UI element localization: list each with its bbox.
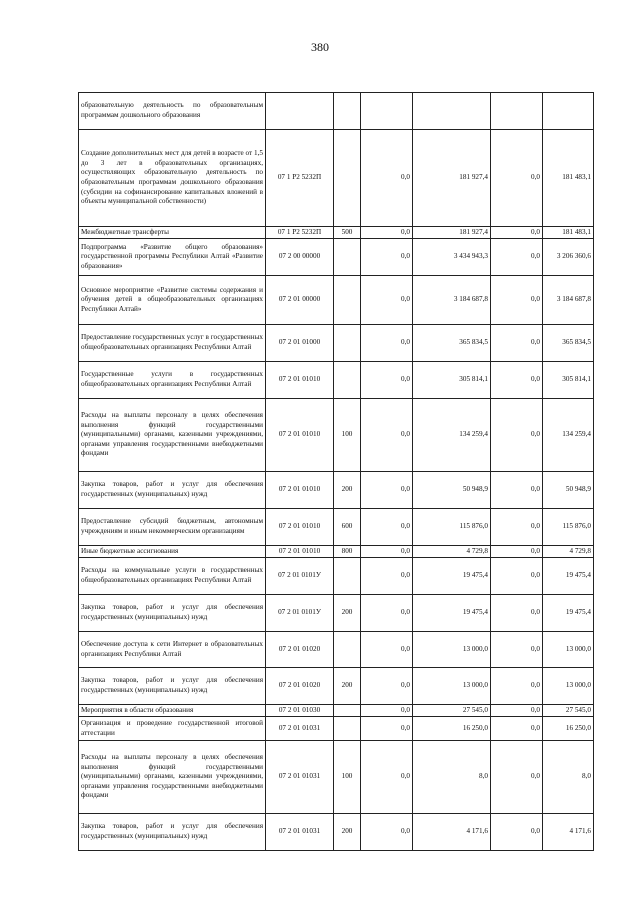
row-expense-type (334, 93, 361, 130)
row-value-1: 0,0 (361, 130, 413, 227)
row-value-4: 19 475,4 (543, 558, 594, 595)
row-value-1: 0,0 (361, 325, 413, 362)
row-name: Расходы на коммунальные услуги в государственных общеобразовательных организациях Республики Алтай (79, 558, 266, 595)
row-value-2: 19 475,4 (413, 558, 491, 595)
table-row (79, 558, 594, 595)
row-code: 07 2 01 01010 (266, 362, 334, 399)
row-value-3: 0,0 (491, 362, 543, 399)
row-code: 07 2 01 01031 (266, 717, 334, 741)
row-name: Создание дополнительных мест для детей в возрасте от 1,5 до 3 лет в образовательных организациях, осуществляющих образовательную деятельность по образовательным программам дошкольного образования (субсидии на софинансирование капитальных вложений в объекты муниципальной собственности) (79, 130, 266, 227)
row-value-4: 13 000,0 (543, 632, 594, 668)
row-value-1: 0,0 (361, 741, 413, 814)
table-row (79, 509, 594, 546)
row-value-3: 0,0 (491, 227, 543, 239)
row-value-2: 4 729,8 (413, 546, 491, 558)
row-value-4: 50 948,9 (543, 472, 594, 509)
row-value-2: 134 259,4 (413, 399, 491, 472)
table-row (79, 276, 594, 325)
row-value-2 (413, 93, 491, 130)
row-code: 07 2 01 00000 (266, 276, 334, 325)
row-name: Закупка товаров, работ и услуг для обеспечения государственных (муниципальных) нужд (79, 472, 266, 509)
row-expense-type (334, 705, 361, 717)
row-value-4: 4 171,6 (543, 814, 594, 851)
row-value-3: 0,0 (491, 814, 543, 851)
row-value-4: 181 483,1 (543, 130, 594, 227)
row-expense-type: 500 (334, 227, 361, 239)
row-expense-type: 600 (334, 509, 361, 546)
row-name: Обеспечение доступа к сети Интернет в образовательных организациях Республики Алтай (79, 632, 266, 668)
row-name: Мероприятия в области образования (79, 705, 266, 717)
table-row (79, 741, 594, 814)
table-row (79, 227, 594, 239)
row-value-2: 27 545,0 (413, 705, 491, 717)
row-value-1: 0,0 (361, 362, 413, 399)
row-code: 07 2 01 01010 (266, 399, 334, 472)
row-code: 07 2 01 01020 (266, 632, 334, 668)
table-row (79, 546, 594, 558)
table-row (79, 705, 594, 717)
row-value-2: 16 250,0 (413, 717, 491, 741)
table-row (79, 362, 594, 399)
row-code: 07 2 01 0101У (266, 595, 334, 632)
row-value-2: 305 814,1 (413, 362, 491, 399)
row-value-3: 0,0 (491, 399, 543, 472)
row-value-3: 0,0 (491, 472, 543, 509)
row-code: 07 2 01 01000 (266, 325, 334, 362)
row-value-3: 0,0 (491, 130, 543, 227)
row-value-3: 0,0 (491, 668, 543, 705)
row-code: 07 2 01 0101У (266, 558, 334, 595)
row-value-1: 0,0 (361, 276, 413, 325)
row-value-4: 27 545,0 (543, 705, 594, 717)
row-value-1: 0,0 (361, 509, 413, 546)
table-row (79, 595, 594, 632)
budget-table (78, 92, 594, 851)
row-value-2: 13 000,0 (413, 668, 491, 705)
row-value-3: 0,0 (491, 546, 543, 558)
row-value-1: 0,0 (361, 595, 413, 632)
row-value-2: 365 834,5 (413, 325, 491, 362)
row-expense-type: 200 (334, 668, 361, 705)
row-expense-type (334, 239, 361, 276)
row-expense-type (334, 325, 361, 362)
row-value-1: 0,0 (361, 399, 413, 472)
row-code: 07 2 01 01010 (266, 509, 334, 546)
row-value-4: 305 814,1 (543, 362, 594, 399)
budget-table-body (79, 93, 594, 851)
row-value-4: 115 876,0 (543, 509, 594, 546)
table-row (79, 472, 594, 509)
row-code: 07 2 01 01031 (266, 814, 334, 851)
row-value-1: 0,0 (361, 717, 413, 741)
row-value-2: 13 000,0 (413, 632, 491, 668)
row-value-3: 0,0 (491, 325, 543, 362)
row-value-1 (361, 93, 413, 130)
table-row (79, 239, 594, 276)
row-value-4: 3 206 360,6 (543, 239, 594, 276)
row-value-3: 0,0 (491, 509, 543, 546)
row-value-2: 115 876,0 (413, 509, 491, 546)
row-value-3: 0,0 (491, 595, 543, 632)
row-value-3: 0,0 (491, 705, 543, 717)
row-expense-type: 200 (334, 472, 361, 509)
row-value-4: 365 834,5 (543, 325, 594, 362)
row-value-4: 16 250,0 (543, 717, 594, 741)
row-value-2: 8,0 (413, 741, 491, 814)
table-row (79, 93, 594, 130)
row-code: 07 2 01 01020 (266, 668, 334, 705)
row-value-3: 0,0 (491, 276, 543, 325)
row-expense-type (334, 717, 361, 741)
row-value-3 (491, 93, 543, 130)
row-value-1: 0,0 (361, 558, 413, 595)
row-expense-type: 800 (334, 546, 361, 558)
table-row (79, 399, 594, 472)
row-expense-type: 100 (334, 741, 361, 814)
row-name: Предоставление государственных услуг в государственных общеобразовательных организациях Республики Алтай (79, 325, 266, 362)
row-value-4: 134 259,4 (543, 399, 594, 472)
row-value-4: 19 475,4 (543, 595, 594, 632)
row-name: Организация и проведение государственной итоговой аттестации (79, 717, 266, 741)
table-row (79, 668, 594, 705)
row-name: Основное мероприятие «Развитие системы содержания и обучения детей в общеобразовательных организациях Республики Алтай» (79, 276, 266, 325)
row-code: 07 2 00 00000 (266, 239, 334, 276)
row-name: Предоставление субсидий бюджетным, автономным учреждениям и иным некоммерческим организациям (79, 509, 266, 546)
row-value-2: 181 927,4 (413, 227, 491, 239)
row-code: 07 2 01 01031 (266, 741, 334, 814)
row-value-4: 4 729,8 (543, 546, 594, 558)
row-value-4: 3 184 687,8 (543, 276, 594, 325)
row-value-1: 0,0 (361, 632, 413, 668)
row-code: 07 2 01 01010 (266, 546, 334, 558)
table-row (79, 717, 594, 741)
row-code: 07 2 01 01010 (266, 472, 334, 509)
row-name: Государственные услуги в государственных общеобразовательных организациях Республики Алтай (79, 362, 266, 399)
table-row (79, 325, 594, 362)
row-code: 07 1 P2 5232П (266, 227, 334, 239)
row-code (266, 93, 334, 130)
row-code: 07 1 P2 5232П (266, 130, 334, 227)
row-code: 07 2 01 01030 (266, 705, 334, 717)
row-expense-type (334, 362, 361, 399)
row-value-4 (543, 93, 594, 130)
row-expense-type (334, 632, 361, 668)
row-value-2: 4 171,6 (413, 814, 491, 851)
row-value-3: 0,0 (491, 239, 543, 276)
table-row (79, 632, 594, 668)
row-name: Иные бюджетные ассигнования (79, 546, 266, 558)
row-name: Межбюджетные трансферты (79, 227, 266, 239)
row-value-1: 0,0 (361, 668, 413, 705)
row-expense-type (334, 558, 361, 595)
row-value-1: 0,0 (361, 546, 413, 558)
row-value-3: 0,0 (491, 558, 543, 595)
row-value-3: 0,0 (491, 632, 543, 668)
row-name: Закупка товаров, работ и услуг для обеспечения государственных (муниципальных) нужд (79, 595, 266, 632)
row-value-1: 0,0 (361, 814, 413, 851)
row-value-2: 3 434 943,3 (413, 239, 491, 276)
table-row (79, 130, 594, 227)
row-value-4: 13 000,0 (543, 668, 594, 705)
row-expense-type (334, 130, 361, 227)
page-number: 380 (311, 40, 329, 54)
row-value-1: 0,0 (361, 472, 413, 509)
table-row (79, 814, 594, 851)
row-value-1: 0,0 (361, 227, 413, 239)
row-value-3: 0,0 (491, 717, 543, 741)
row-value-2: 181 927,4 (413, 130, 491, 227)
row-expense-type: 200 (334, 814, 361, 851)
row-value-1: 0,0 (361, 705, 413, 717)
row-name: Расходы на выплаты персоналу в целях обеспечения выполнения функций государственными (муниципальными) органами, казенными учреждениями, органами управления государственными внебюджетными фондами (79, 741, 266, 814)
row-name: Расходы на выплаты персоналу в целях обеспечения выполнения функций государственными (муниципальными) органами, казенными учреждениями, органами управления государственными внебюджетными фондами (79, 399, 266, 472)
row-name: Закупка товаров, работ и услуг для обеспечения государственных (муниципальных) нужд (79, 814, 266, 851)
row-expense-type: 200 (334, 595, 361, 632)
row-value-2: 50 948,9 (413, 472, 491, 509)
row-name: Подпрограмма «Развитие общего образования» государственной программы Республики Алтай «Развитие образования» (79, 239, 266, 276)
row-value-3: 0,0 (491, 741, 543, 814)
row-expense-type (334, 276, 361, 325)
row-value-2: 19 475,4 (413, 595, 491, 632)
row-name: Закупка товаров, работ и услуг для обеспечения государственных (муниципальных) нужд (79, 668, 266, 705)
row-value-4: 8,0 (543, 741, 594, 814)
row-value-4: 181 483,1 (543, 227, 594, 239)
row-name: образовательную деятельность по образовательным программам дошкольного образования (79, 93, 266, 130)
row-expense-type: 100 (334, 399, 361, 472)
row-value-1: 0,0 (361, 239, 413, 276)
row-value-2: 3 184 687,8 (413, 276, 491, 325)
